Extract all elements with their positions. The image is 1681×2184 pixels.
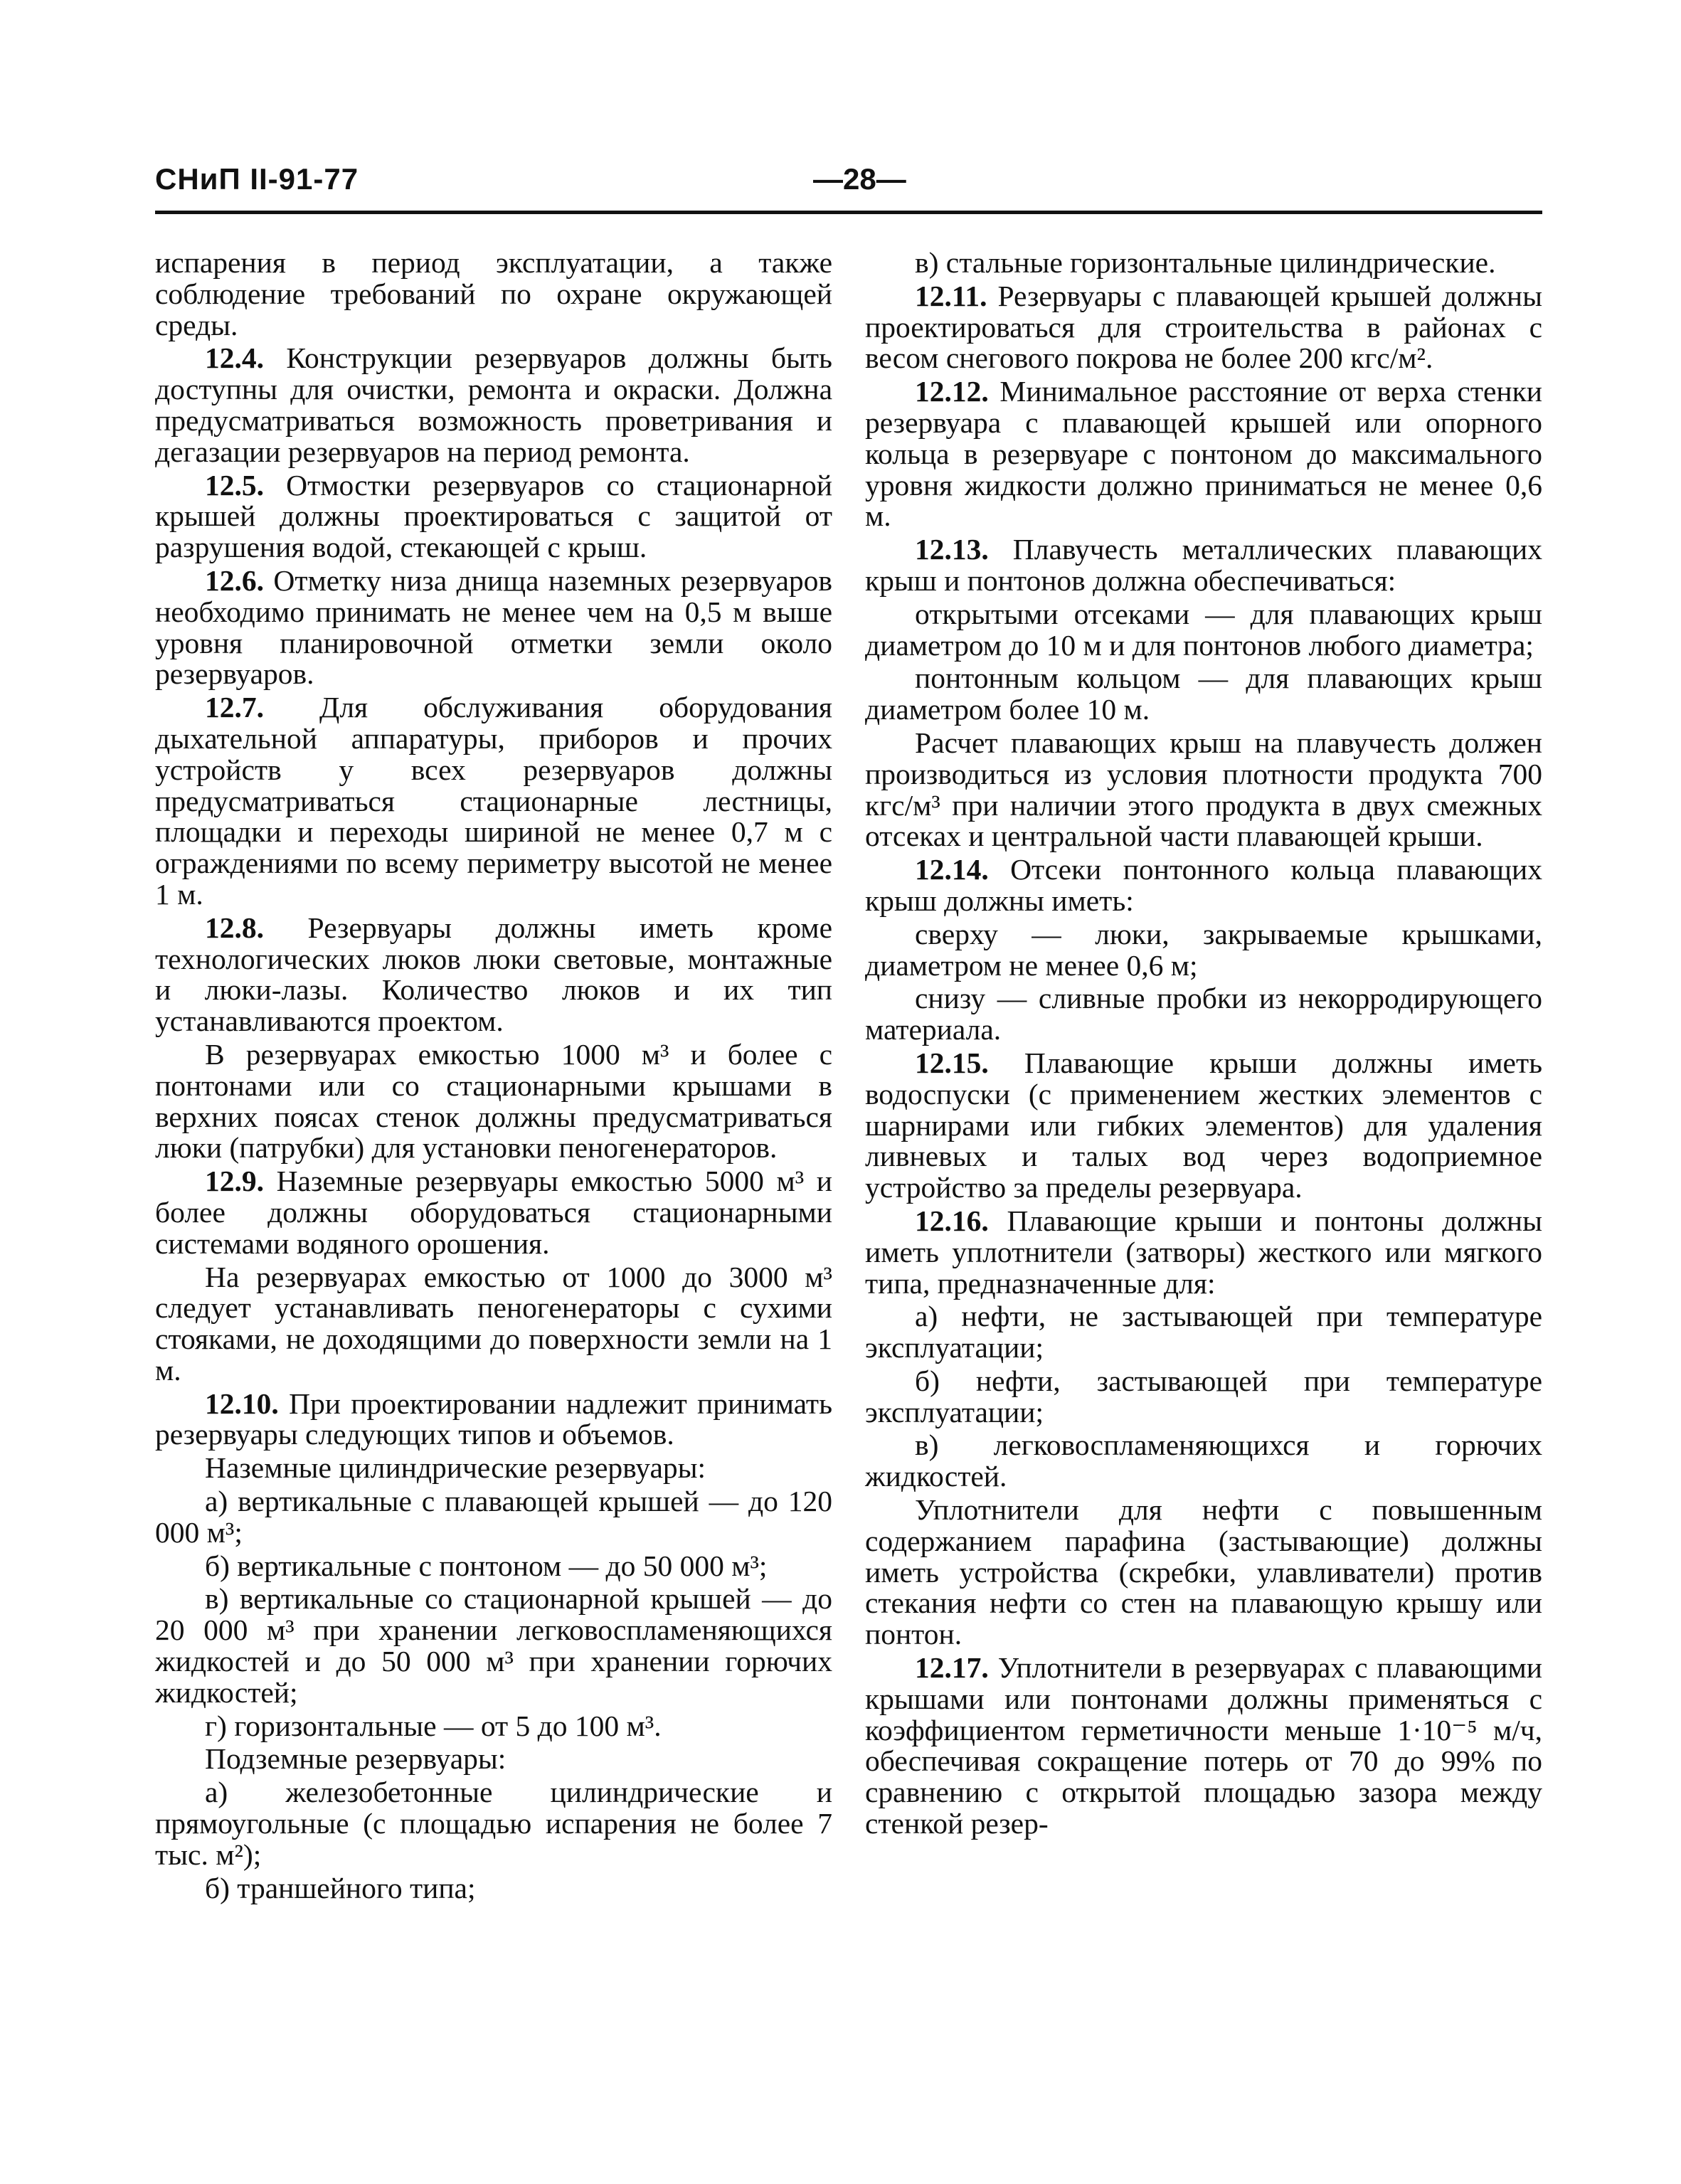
clause-text: Плавающие крыши и понтоны должны иметь уплотнители (затворы) жесткого или мягкого типа, предназначенные для:: [865, 1204, 1542, 1300]
clause-number: 12.9.: [205, 1165, 264, 1198]
list-item-text: открытыми отсеками — для плавающих крыш диаметром до 10 м и для понтонов любого диаметра;: [865, 597, 1542, 662]
list-item: [865, 919, 1542, 982]
list-item-text: б) нефти, застывающей при температуре эксплуатации;: [865, 1364, 1542, 1428]
list-item-text: г) горизонтальные — от 5 до 100 м³.: [205, 1709, 662, 1742]
paragraph-text: Расчет плавающих крыш на плавучесть должен производиться из условия плотности продукта 700 кгс/м³ при наличии этого продукта в двух смежных отсеках и центральной части плавающей крыши.: [865, 726, 1542, 853]
paragraph: [865, 1495, 1542, 1650]
list-item: [865, 248, 1542, 279]
paragraph-text: На резервуарах емкостью от 1000 до 3000 м³ следует устанавливать пеногенераторы с сухими стояками, не доходящими до поверхности земли на 1 м.: [155, 1260, 832, 1387]
clause-number: 12.14.: [915, 853, 989, 886]
list-item: [865, 1366, 1542, 1428]
clause-text: Отметку низа днища наземных резервуаров необходимо принимать не менее чем на 0,5 м выше уровня планировочной отметки земли около резервуаров.: [155, 563, 832, 691]
clause-number: 12.12.: [915, 375, 989, 408]
list-item: [865, 663, 1542, 726]
clause-12-11: [865, 281, 1542, 374]
clause-text: Плавающие крыши должны иметь водоспуски (с применением жестких элементов с шарнирами или гибких элементов) для удаления ливневых и талых вод через водоприемное устройство за пределы резервуара.: [865, 1046, 1542, 1204]
clause-text: Уплотнители в резервуарах с плавающими крышами или понтонами должны применяться с коэффициентом герметичности меньше 1·10⁻⁵ м/ч, обеспечивая сокращение потерь от 70 до 99% по сравнению с открытой площадью зазора между стенкой резер-: [865, 1651, 1542, 1840]
clause-12-5: [155, 470, 832, 563]
clause-12-13: [865, 534, 1542, 597]
list-item: [155, 1551, 832, 1582]
paragraph: [865, 728, 1542, 852]
paragraph-text: Уплотнители для нефти с повышенным содержанием парафина (застывающие) должны иметь устройства (скребки, улавливатели) против стекания нефти со стен на плавающую крышу или понтон.: [865, 1493, 1542, 1651]
paragraph: [155, 1039, 832, 1164]
header-rule: [155, 211, 1542, 214]
clause-number: 12.11.: [915, 279, 987, 312]
paragraph: [155, 1262, 832, 1387]
clause-text: Наземные резервуары емкостью 5000 м³ и более должны оборудоваться стационарными системами водяного орошения.: [155, 1165, 832, 1260]
paragraph-text: испарения в период эксплуатации, а также соблюдение требований по охране окружающей среды.: [155, 246, 832, 341]
clause-12-9: [155, 1166, 832, 1259]
list-item: [865, 599, 1542, 662]
clause-number: 12.13.: [915, 533, 989, 566]
clause-text: Отмостки резервуаров со стационарной крышей должны проектироваться с защитой от разрушения водой, стекающей с крыш.: [155, 468, 832, 564]
clause-number: 12.6.: [205, 563, 264, 597]
list-item: [865, 983, 1542, 1046]
list-item-text: а) железобетонные цилиндрические и прямоугольные (с площадью испарения не более 7 тыс. м²);: [155, 1776, 832, 1871]
list-item-text: в) легковоспламеняющихся и горючих жидкостей.: [865, 1428, 1542, 1493]
paragraph-text: Наземные цилиндрические резервуары:: [205, 1451, 706, 1485]
left-column: [155, 248, 832, 1904]
list-item: [865, 1301, 1542, 1364]
clause-text: Плавучесть металлических плавающих крыш и понтонов должна обеспечиваться:: [865, 533, 1542, 597]
clause-12-12: [865, 376, 1542, 532]
list-item-text: в) стальные горизонтальные цилиндрические.: [915, 246, 1496, 279]
clause-text: Отсеки понтонного кольца плавающих крыш должны иметь:: [865, 853, 1542, 917]
clause-number: 12.10.: [205, 1387, 279, 1420]
clause-number: 12.5.: [205, 468, 264, 502]
list-item: [865, 1430, 1542, 1493]
list-item-text: а) вертикальные с плавающей крышей — до 120 000 м³;: [155, 1485, 832, 1549]
list-heading: [155, 1453, 832, 1484]
clause-12-4: [155, 343, 832, 467]
list-item: [155, 1711, 832, 1742]
list-item: [155, 1584, 832, 1708]
list-heading: [155, 1744, 832, 1775]
clause-12-15: [865, 1048, 1542, 1204]
clause-12-10: [155, 1389, 832, 1451]
list-item: [155, 1777, 832, 1870]
page-header: [155, 162, 1542, 205]
list-item-text: снизу — сливные пробки из некорродирующего материала.: [865, 982, 1542, 1046]
clause-text: Резервуары с плавающей крышей должны проектироваться для строительства в районах с весом снегового покрова не более 200 кгс/м².: [865, 279, 1542, 375]
document-code: СНиП II-91-77: [155, 162, 359, 196]
clause-text: Для обслуживания оборудования дыхательной аппаратуры, приборов и прочих устройств у всех резервуаров должны предусматриваться стационарные лестницы, площадки и переходы шириной не менее 0,7 м с ограждениями по всему периметру высотой не менее 1 м.: [155, 691, 832, 911]
clause-text: При проектировании надлежит принимать резервуары следующих типов и объемов.: [155, 1387, 832, 1451]
list-item-text: в) вертикальные со стационарной крышей — до 20 000 м³ при хранении легковоспламеняющихся жидкостей и до 50 000 м³ при хранении горючих жидкостей;: [155, 1582, 832, 1709]
list-item-text: а) нефти, не застывающей при температуре эксплуатации;: [865, 1300, 1542, 1364]
clause-12-17: [865, 1653, 1542, 1840]
clause-number: 12.17.: [915, 1651, 989, 1685]
clause-number: 12.7.: [205, 691, 264, 724]
clause-number: 12.8.: [205, 911, 264, 944]
paragraph-text: Подземные резервуары:: [205, 1742, 507, 1776]
clause-text: Резервуары должны иметь кроме технологических люков люки световые, монтажные и люки-лазы. Количество люков и их тип устанавливаются проектом.: [155, 911, 832, 1038]
clause-text: Минимальное расстояние от верха стенки резервуара с плавающей крышей или опорного кольца в резервуаре с понтоном до максимального уровня жидкости должно приниматься не менее 0,6 м.: [865, 375, 1542, 533]
right-column: [865, 248, 1542, 1840]
clause-12-8: [155, 913, 832, 1037]
list-item-text: понтонным кольцом — для плавающих крыш диаметром более 10 м.: [865, 662, 1542, 726]
list-item: [155, 1873, 832, 1904]
list-item-text: б) траншейного типа;: [205, 1871, 476, 1904]
clause-number: 12.15.: [915, 1046, 989, 1079]
clause-12-7: [155, 692, 832, 911]
clause-number: 12.16.: [915, 1204, 989, 1237]
clause-text: Конструкции резервуаров должны быть доступны для очистки, ремонта и окраски. Должна предусматриваться возможность проветривания и дегазации резервуаров на период ремонта.: [155, 341, 832, 468]
list-item-text: б) вертикальные с понтоном — до 50 000 м³;: [205, 1549, 768, 1582]
clause-12-14: [865, 854, 1542, 917]
clause-number: 12.4.: [205, 341, 264, 375]
clause-12-16: [865, 1206, 1542, 1299]
list-item: [155, 1486, 832, 1549]
clause-12-6: [155, 563, 832, 691]
paragraph: [155, 248, 832, 341]
list-item-text: сверху — люки, закрываемые крышками, диаметром не менее 0,6 м;: [865, 917, 1542, 982]
paragraph-text: В резервуарах емкостью 1000 м³ и более с понтонами или со стационарными крышами в верхних поясах стенок должны предусматриваться люки (патрубки) для установки пеногенераторов.: [155, 1037, 832, 1165]
page-number: —28—: [813, 162, 906, 196]
